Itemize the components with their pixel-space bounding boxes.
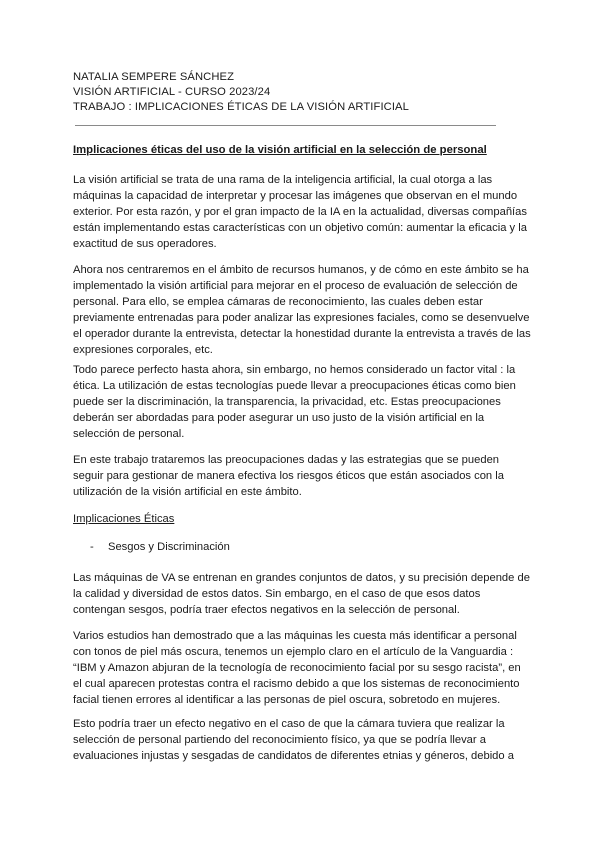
- text-line: utilización de la visión artificial en este ámbito.: [73, 486, 302, 498]
- text-line: están implementando estas características con un objetivo común: aumentar la eficacia y la: [73, 222, 527, 234]
- paragraph-scope: [73, 452, 528, 500]
- bullet-marker: -: [90, 541, 94, 553]
- text-line: deberán ser abordadas para poder asegurar un uso justo de la visión artificial en la: [73, 412, 485, 424]
- text-line: el operador durante la entrevista, detectar la honestidad durante la entrevista a través de las: [73, 328, 531, 340]
- paragraph-ethics: [73, 362, 528, 442]
- paragraph-intro: [73, 172, 528, 252]
- bullet-item: [90, 541, 230, 553]
- section-heading: Implicaciones Éticas: [73, 513, 175, 525]
- text-line: máquinas la capacidad de interpretar y procesar las imágenes que observan en el mundo: [73, 190, 518, 202]
- text-line: La visión artificial se trata de una rama de la inteligencia artificial, la cual otorga a las: [73, 174, 493, 186]
- text-line: selección de personal partiendo del reconocimiento físico, ya que se podría llevar a: [73, 734, 486, 746]
- course-line: VISIÓN ARTIFICIAL - CURSO 2023/24: [73, 86, 271, 98]
- paragraph-hr: [73, 262, 531, 358]
- text-line: Ahora nos centraremos en el ámbito de recursos humanos, y de cómo en este ámbito se ha: [73, 264, 529, 276]
- text-line: el cual aparecen protestas contra el racismo debido a que los sistemas de reconocimiento: [73, 678, 520, 690]
- text-line: personal. Para ello, se emplea cámaras de reconocimiento, las cuales deben estar: [73, 296, 483, 308]
- text-line: Esto podría traer un efecto negativo en el caso de que la cámara tuviera que realizar la: [73, 718, 505, 730]
- text-line: seguir para gestionar de manera efectiva los riesgos éticos que están asociados con la: [73, 470, 504, 482]
- text-line: Varios estudios han demostrado que a las máquinas les cuesta más identificar a personal: [73, 630, 517, 642]
- text-line: exterior. Por esta razón, y por el gran impacto de la IA en la actualidad, diversas compañías: [73, 206, 527, 218]
- text-line: previamente entrenadas para poder analizar las expresiones faciales, como se desenvuelve: [73, 312, 530, 324]
- text-line: “IBM y Amazon abjuran de la tecnología de reconocimiento facial por su sesgo racista”, en: [73, 662, 521, 674]
- bullet-text: Sesgos y Discriminación: [108, 541, 230, 553]
- paragraph-effects: [73, 716, 528, 764]
- paragraph-bias-data: [73, 570, 528, 618]
- text-line: En este trabajo trataremos las preocupaciones dadas y las estrategias que se pueden: [73, 454, 500, 466]
- text-line: implementado la visión artificial para mejorar en el proceso de evaluación de selección de: [73, 280, 518, 292]
- text-line: Todo parece perfecto hasta ahora, sin embargo, no hemos considerado un factor vital : la: [73, 364, 516, 376]
- text-line: ética. La utilización de estas tecnologías puede llevar a preocupaciones éticas como bien: [73, 380, 516, 392]
- document-title: Implicaciones éticas del uso de la visión artificial en la selección de personal: [73, 144, 487, 156]
- text-line: evaluaciones injustas y sesgadas de candidatos de diferentes etnias y géneros, debido a: [73, 750, 514, 762]
- assignment-line: TRABAJO : IMPLICACIONES ÉTICAS DE LA VISIÓN ARTIFICIAL: [73, 101, 409, 113]
- text-line: con tonos de piel más oscura, tenemos un ejemplo claro en el artículo de la Vanguardia :: [73, 646, 514, 658]
- text-line: Las máquinas de VA se entrenan en grandes conjuntos de datos, y su precisión depende de: [73, 572, 530, 584]
- paragraph-studies: [73, 628, 528, 708]
- text-line: expresiones corporales, etc.: [73, 344, 213, 356]
- text-line: exactitud de sus operadores.: [73, 238, 217, 250]
- text-line: puede ser la discriminación, la transparencia, la privacidad, etc. Estas preocupaciones: [73, 396, 501, 408]
- text-line: selección de personal.: [73, 428, 185, 440]
- text-line: facial tienen errores al identificar a las personas de piel oscura, sobretodo en mujeres.: [73, 694, 501, 706]
- text-line: contengan sesgos, podría traer efectos negativos en la selección de personal.: [73, 604, 460, 616]
- author-name: NATALIA SEMPERE SÁNCHEZ: [73, 71, 235, 83]
- text-line: la calidad y diversidad de estos datos. Sin embargo, en el caso de que esos datos: [73, 588, 481, 600]
- header-divider: [75, 125, 496, 126]
